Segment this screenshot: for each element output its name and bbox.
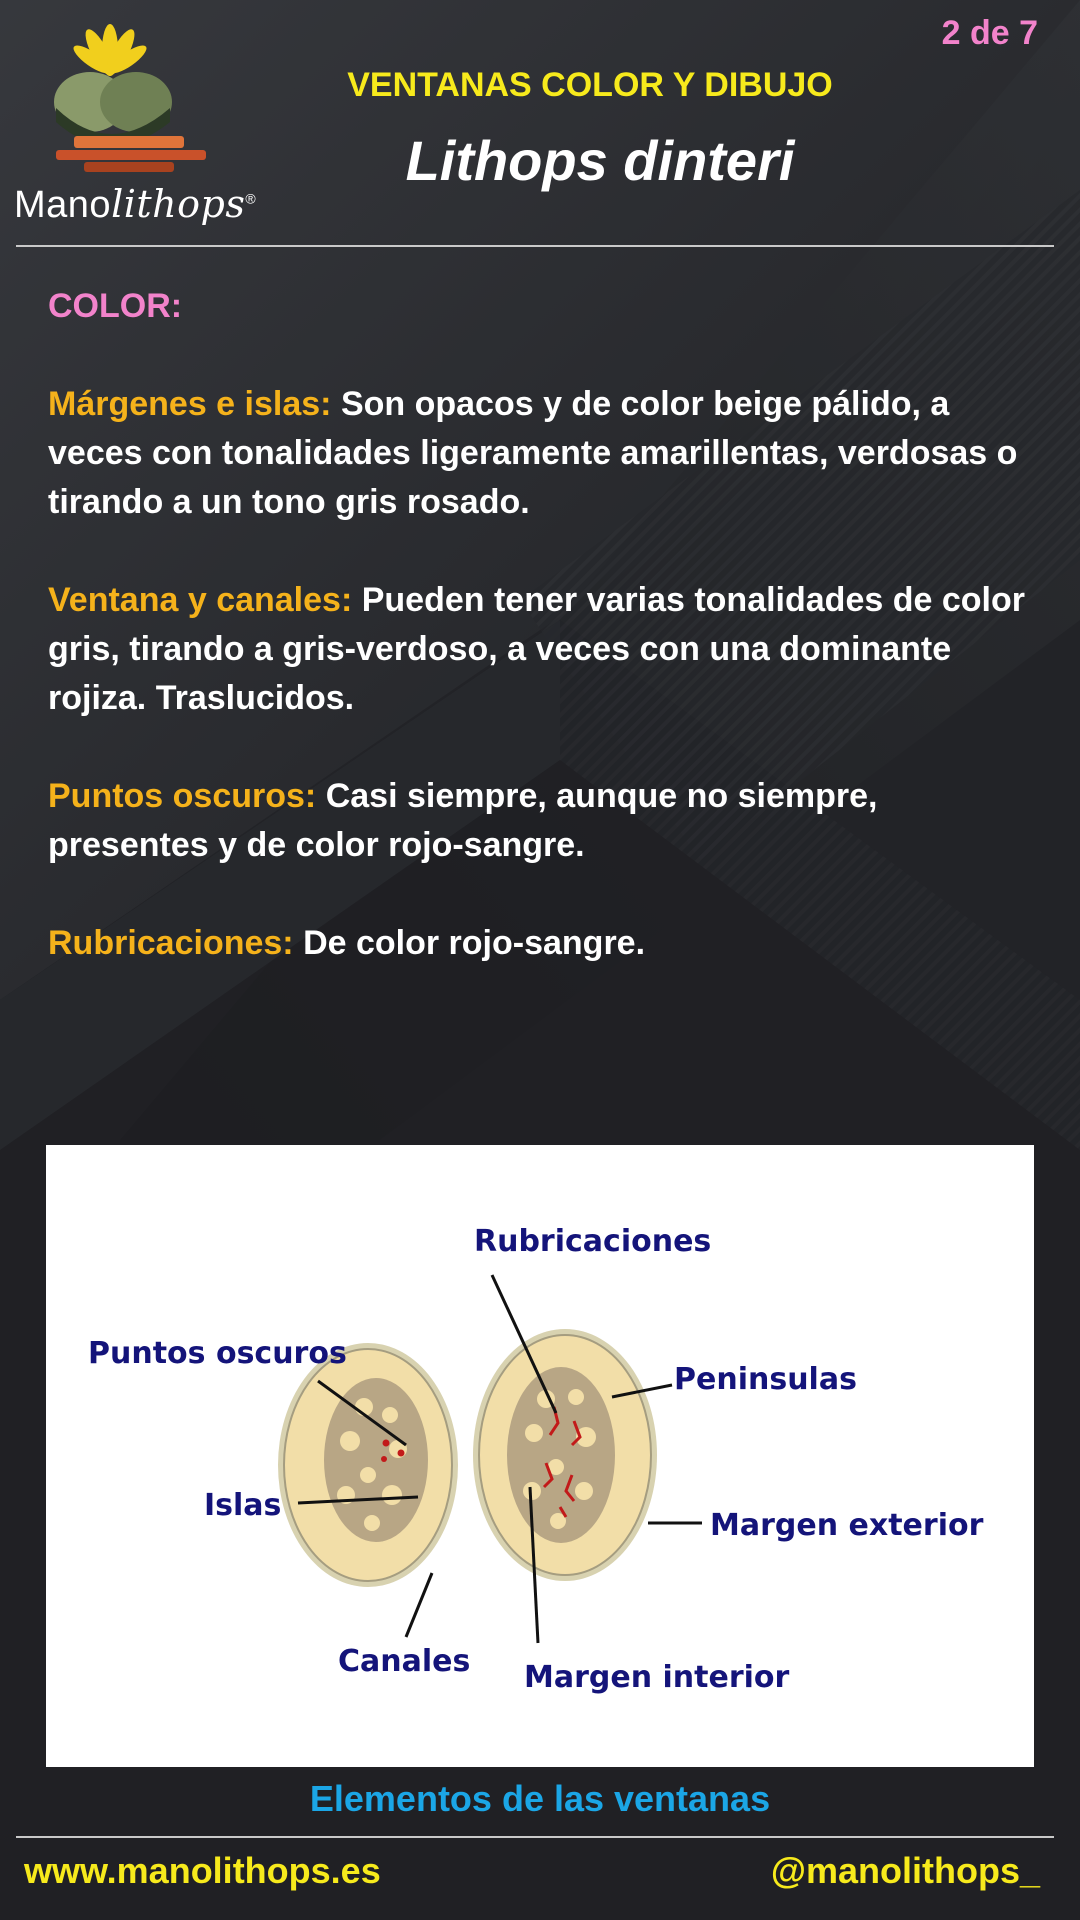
label-margen-exterior: Margen exterior	[710, 1508, 984, 1543]
paragraph-label: Ventana y canales:	[48, 581, 353, 619]
paragraph-label: Puntos oscuros:	[48, 777, 317, 815]
label-margen-interior: Margen interior	[524, 1660, 790, 1695]
label-peninsulas: Peninsulas	[674, 1362, 857, 1397]
lithops-logo-icon	[10, 10, 260, 180]
label-puntos-oscuros: Puntos oscuros	[88, 1336, 347, 1371]
wordmark-script: lithops	[111, 182, 246, 226]
paragraph-label: Márgenes e islas:	[48, 385, 332, 423]
paragraph-puntos	[48, 772, 1038, 870]
paragraph-text: Casi siempre, aunque no siempre, presentes y de color rojo-sangre.	[48, 777, 878, 864]
social-handle[interactable]: @manolithops_	[770, 1850, 1040, 1891]
brand-logo	[10, 10, 260, 230]
label-rubricaciones: Rubricaciones	[474, 1224, 712, 1259]
paragraph-text: Son opacos y de color beige pálido, a veces con tonalidades ligeramente amarillentas, verdosas o tirando a un tono gris rosado.	[48, 385, 1018, 521]
section-title: COLOR:	[48, 287, 183, 325]
page-title: Lithops dinteri	[405, 129, 795, 192]
diagram-caption: Elementos de las ventanas	[309, 1778, 771, 1819]
paragraph-ventana	[48, 576, 1038, 723]
paragraph-text: Pueden tener varias tonalidades de color gris, tirando a gris-verdoso, a veces con una dominante rojiza. Traslucidos.	[48, 581, 1025, 717]
paragraph-text: De color rojo-sangre.	[303, 924, 646, 962]
website-link[interactable]: www.manolithops.es	[24, 1850, 381, 1891]
section-kicker: VENTANAS COLOR Y DIBUJO	[347, 66, 833, 104]
header-divider	[16, 245, 1054, 247]
brand-wordmark	[14, 182, 256, 227]
footer-divider	[16, 1836, 1054, 1838]
window-elements-diagram	[46, 1145, 1034, 1767]
wordmark-plain: Mano	[14, 184, 112, 226]
lithops-window-illustration	[46, 1145, 1034, 1767]
registered-mark: ®	[245, 190, 257, 207]
paragraph-margenes	[48, 380, 1038, 527]
label-canales: Canales	[338, 1644, 471, 1679]
color-description	[48, 282, 1038, 1017]
label-islas: Islas	[204, 1488, 282, 1523]
paragraph-rubricaciones	[48, 919, 1038, 968]
page-indicator: 2 de 7	[941, 14, 1038, 52]
paragraph-label: Rubricaciones:	[48, 924, 294, 962]
